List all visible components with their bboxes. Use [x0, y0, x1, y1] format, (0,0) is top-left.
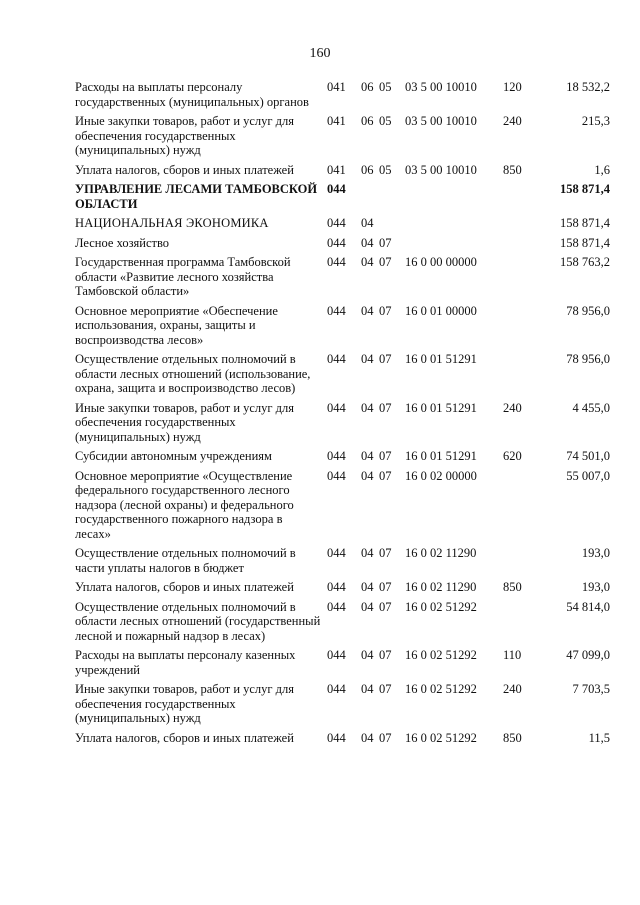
ministry-code: 044 [327, 400, 346, 415]
ministry-code: 044 [327, 468, 346, 483]
table-row [75, 163, 610, 183]
amount: 7 703,5 [572, 682, 610, 696]
subsection-code: 07 [379, 546, 392, 560]
section-code: 04 [361, 599, 374, 614]
target-article-code: 16 0 00 00000 [405, 255, 477, 269]
subsection-code: 07 [379, 235, 392, 250]
ministry-code: 044 [327, 235, 346, 250]
subsection-code: 07 [379, 255, 392, 269]
row-name: Лесное хозяйство [75, 235, 170, 250]
amount: 74 501,0 [566, 449, 610, 463]
expense-type-code [503, 546, 538, 580]
subsection-code: 07 [379, 648, 392, 662]
target-article-code: 16 0 01 51291 [405, 352, 477, 366]
expense-type-code [503, 600, 538, 649]
expense-type-code [503, 304, 538, 353]
ministry-code: 041 [327, 114, 346, 128]
ministry-code: 044 [327, 182, 346, 196]
table-body [75, 80, 610, 750]
table-row [75, 80, 610, 114]
ministry-code: 044 [327, 730, 346, 745]
amount: 55 007,0 [566, 468, 610, 483]
subsection-code: 07 [379, 580, 392, 594]
table-row [75, 469, 610, 547]
amount: 1,6 [594, 162, 610, 177]
subsection-code: 07 [379, 449, 392, 463]
target-article-code: 16 0 02 51292 [405, 730, 477, 745]
section-code: 04 [361, 682, 374, 696]
section-code: 06 [361, 162, 374, 177]
subsection-code [379, 216, 405, 236]
section-code: 04 [361, 352, 374, 366]
ministry-code: 044 [327, 580, 346, 594]
ministry-code: 044 [327, 216, 346, 230]
ministry-code: 041 [327, 80, 346, 94]
table-row [75, 182, 610, 216]
expense-type-code: 110 [503, 648, 522, 662]
section-code: 04 [361, 546, 374, 560]
row-name: Основное мероприятие «Обеспечение использования, охраны, защиты и воспроизводства лесов» [75, 303, 278, 347]
amount: 4 455,0 [572, 400, 610, 415]
ministry-code: 044 [327, 449, 346, 463]
row-name: Расходы на выплаты персоналу государственных (муниципальных) органов [75, 80, 309, 109]
expense-type-code: 850 [503, 580, 522, 594]
expense-type-code [503, 255, 538, 304]
subsection-code: 07 [379, 400, 392, 415]
row-name: Осуществление отдельных полномочий в части уплаты налогов в бюджет [75, 546, 296, 575]
target-article-code: 16 0 02 51292 [405, 599, 477, 614]
table-row [75, 304, 610, 353]
expense-type-code [503, 469, 538, 547]
section-code: 04 [361, 468, 374, 483]
target-article-code: 03 5 00 10010 [405, 162, 477, 177]
amount: 11,5 [588, 730, 610, 745]
subsection-code: 07 [379, 682, 392, 696]
ministry-code: 044 [327, 546, 346, 560]
row-name: НАЦИОНАЛЬНАЯ ЭКОНОМИКА [75, 216, 269, 230]
table-row [75, 648, 610, 682]
expense-type-code: 240 [503, 114, 522, 128]
expense-type-code [503, 352, 538, 401]
amount: 78 956,0 [566, 352, 610, 366]
target-article-code: 16 0 01 51291 [405, 400, 477, 415]
section-code: 04 [361, 216, 374, 230]
row-name: Иные закупки товаров, работ и услуг для обеспечения государственных (муниципальных) нужд [75, 682, 295, 725]
expense-type-code [503, 182, 538, 216]
table-row [75, 682, 610, 731]
amount: 193,0 [581, 546, 610, 560]
amount: 215,3 [581, 114, 610, 128]
section-code [361, 182, 379, 216]
target-article-code [405, 182, 503, 216]
table-row [75, 255, 610, 304]
row-name: Осуществление отдельных полномочий в области лесных отношений (использование, охрана, защита и воспроизводство лесов) [75, 352, 311, 395]
expense-type-code [503, 236, 538, 256]
row-name: Основное мероприятие «Осуществление федерального государственного лесного надзора (лесной охраны) и федерального государственного пожарного надзора в лесах» [75, 468, 294, 541]
target-article-code [405, 236, 503, 256]
ministry-code: 044 [327, 303, 346, 318]
amount: 158 871,4 [560, 182, 610, 196]
amount: 158 871,4 [560, 235, 610, 250]
row-name: УПРАВЛЕНИЕ ЛЕСАМИ ТАМБОВСКОЙ ОБЛАСТИ [75, 182, 318, 211]
expense-type-code: 620 [503, 449, 522, 463]
amount: 78 956,0 [566, 303, 610, 318]
target-article-code: 16 0 02 00000 [405, 468, 477, 483]
table-row [75, 546, 610, 580]
subsection-code: 05 [379, 80, 392, 94]
expense-type-code: 850 [503, 162, 522, 177]
ministry-code: 044 [327, 599, 346, 614]
target-article-code: 16 0 01 00000 [405, 303, 477, 318]
section-code: 04 [361, 303, 374, 318]
expense-type-code: 120 [503, 80, 522, 94]
row-name: Уплата налогов, сборов и иных платежей [75, 580, 294, 594]
amount: 158 763,2 [560, 255, 610, 269]
ministry-code: 044 [327, 352, 346, 366]
budget-table [75, 80, 610, 750]
amount: 158 871,4 [560, 216, 610, 230]
section-code: 04 [361, 235, 374, 250]
amount: 47 099,0 [566, 648, 610, 662]
subsection-code: 07 [379, 352, 392, 366]
subsection-code [379, 182, 405, 216]
subsection-code: 07 [379, 468, 392, 483]
row-name: Уплата налогов, сборов и иных платежей [75, 162, 294, 177]
section-code: 04 [361, 400, 374, 415]
section-code: 06 [361, 114, 374, 128]
subsection-code: 07 [379, 599, 392, 614]
table-row [75, 731, 610, 751]
subsection-code: 07 [379, 303, 392, 318]
amount: 193,0 [581, 580, 610, 594]
target-article-code: 16 0 02 51292 [405, 648, 477, 662]
row-name: Иные закупки товаров, работ и услуг для обеспечения государственных (муниципальных) нужд [75, 114, 295, 157]
table-row [75, 114, 610, 163]
table-row [75, 600, 610, 649]
table-row [75, 236, 610, 256]
expense-type-code: 850 [503, 730, 522, 745]
table-row [75, 401, 610, 450]
section-code: 04 [361, 580, 374, 594]
ministry-code: 044 [327, 682, 346, 696]
ministry-code: 041 [327, 162, 346, 177]
row-name: Субсидии автономным учреждениям [75, 449, 272, 463]
subsection-code: 05 [379, 162, 392, 177]
target-article-code: 16 0 02 51292 [405, 682, 477, 696]
ministry-code: 044 [327, 255, 346, 269]
table-row [75, 216, 610, 236]
expense-type-code: 240 [503, 682, 522, 696]
row-name: Иные закупки товаров, работ и услуг для обеспечения государственных (муниципальных) нужд [75, 400, 295, 444]
table-row [75, 449, 610, 469]
target-article-code: 03 5 00 10010 [405, 80, 477, 94]
row-name: Государственная программа Тамбовской области «Развитие лесного хозяйства Тамбовской области» [75, 255, 291, 298]
table-row [75, 580, 610, 600]
target-article-code: 16 0 01 51291 [405, 449, 477, 463]
table-row [75, 352, 610, 401]
row-name: Осуществление отдельных полномочий в области лесных отношений (государственный лесной и пожарный надзор в лесах) [75, 599, 321, 643]
expense-type-code [503, 216, 538, 236]
row-name: Расходы на выплаты персоналу казенных учреждений [75, 648, 296, 677]
subsection-code: 05 [379, 114, 392, 128]
section-code: 06 [361, 80, 374, 94]
page-number: 160 [309, 46, 331, 61]
ministry-code: 044 [327, 648, 346, 662]
amount: 18 532,2 [566, 80, 610, 94]
target-article-code: 16 0 02 11290 [405, 580, 477, 594]
target-article-code: 16 0 02 11290 [405, 546, 477, 560]
expense-type-code: 240 [503, 400, 522, 415]
section-code: 04 [361, 730, 374, 745]
section-code: 04 [361, 255, 374, 269]
row-name: Уплата налогов, сборов и иных платежей [75, 730, 294, 745]
subsection-code: 07 [379, 730, 392, 745]
target-article-code [405, 216, 503, 236]
amount: 54 814,0 [566, 599, 610, 614]
target-article-code: 03 5 00 10010 [405, 114, 477, 128]
section-code: 04 [361, 449, 374, 463]
section-code: 04 [361, 648, 374, 662]
